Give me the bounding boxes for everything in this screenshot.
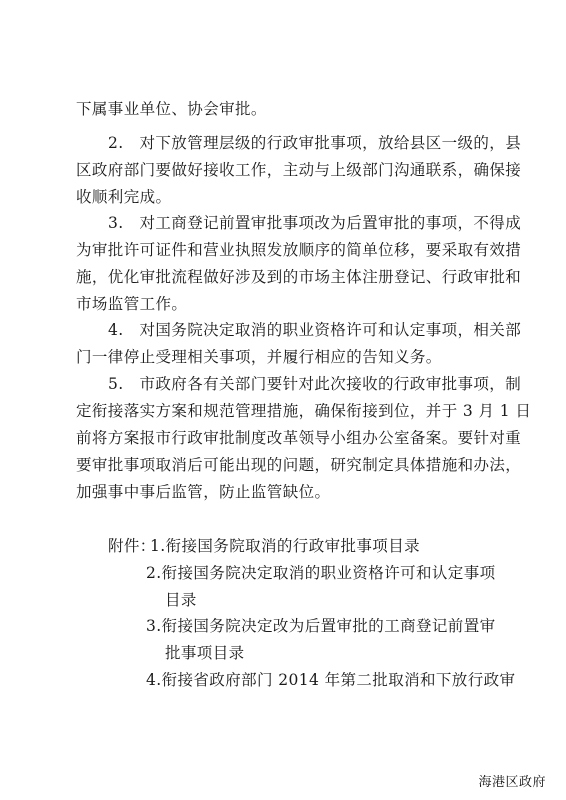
body-line: 为审批许可证件和营业执照发放顺序的简单位移，要采取有效措 (76, 241, 522, 259)
attachment-item: 3.衔接国务院决定改为后置审批的工商登记前置审 (146, 617, 496, 635)
attachments-label: 附件： (108, 537, 156, 555)
item-3-line: 3. 对工商登记前置审批事项改为后置审批的事项，不得成 (108, 214, 522, 232)
body-line: 前将方案报市行政审批制度改革领导小组办公室备案。要针对重 (76, 429, 522, 447)
body-line: 下属事业单位、协会审批。 (76, 100, 267, 118)
body-line: 加强事中事后监管，防止监管缺位。 (76, 483, 331, 501)
attachment-item: 4.衔接省政府部门 2014 年第二批取消和下放行政审 (146, 671, 516, 689)
body-line: 市场监管工作。 (76, 295, 188, 313)
body-line: 区政府部门要做好接收工作，主动与上级部门沟通联系，确保接 (76, 161, 522, 179)
watermark: 海港区政府 (478, 775, 546, 790)
body-line: 收顺利完成。 (76, 188, 172, 206)
body-line: 定衔接落实方案和规范管理措施，确保衔接到位，并于 3 月 1 日 (76, 402, 532, 420)
item-2-line: 2. 对下放管理层级的行政审批事项，放给县区一级的，县 (108, 134, 522, 152)
item-5-line: 5. 市政府各有关部门要针对此次接收的行政审批事项，制 (108, 375, 522, 393)
body-line: 要审批事项取消后可能出现的问题，研究制定具体措施和办法， (76, 456, 522, 474)
item-4-line: 4. 对国务院决定取消的职业资格许可和认定事项，相关部 (108, 321, 522, 339)
attachment-item-cont: 目录 (165, 591, 197, 609)
attachment-item-cont: 批事项目录 (165, 644, 245, 662)
body-line: 施，优化审批流程做好涉及到的市场主体注册登记、行政审批和 (76, 268, 522, 286)
body-line: 门一律停止受理相关事项，并履行相应的告知义务。 (76, 348, 442, 366)
attachment-item: 2.衔接国务院决定取消的职业资格许可和认定事项 (146, 564, 496, 582)
attachment-item: 1.衔接国务院取消的行政审批事项目录 (150, 537, 420, 555)
